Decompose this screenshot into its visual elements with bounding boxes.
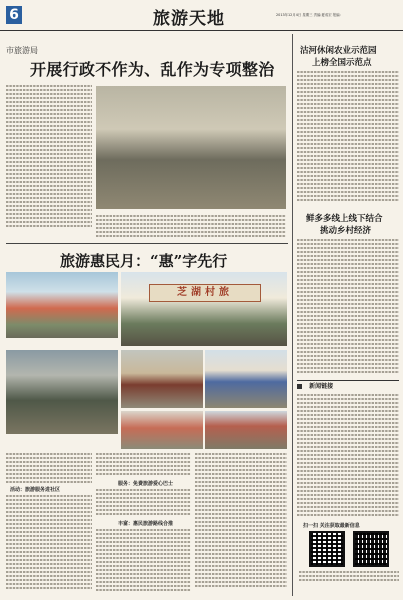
article1-photo xyxy=(96,86,286,209)
sidebar-story2-title1: 鲜多多线上线下结合 xyxy=(306,214,383,224)
sidebar-story1-title2: 上榜全国示范点 xyxy=(312,58,372,68)
qr-captions-small xyxy=(299,570,399,586)
article2-photo2 xyxy=(6,350,118,434)
article2-sub1: 活动：旅游服务进社区 xyxy=(10,487,61,493)
article2-photo-banner xyxy=(121,272,287,346)
article2-sub2: 服务：免费旅游爱心巴士 xyxy=(118,481,174,487)
article2-photo3 xyxy=(121,350,203,408)
sidebar-story2-title2: 挑动乡村经济 xyxy=(320,226,372,236)
article2-body-col3 xyxy=(195,452,287,592)
divider xyxy=(6,243,288,244)
qr-code-left[interactable] xyxy=(309,531,345,567)
article2-body-col2c xyxy=(96,528,191,592)
qr-caption: 扫一扫 关注获取最新信息 xyxy=(303,523,360,529)
article1-headline: 开展行政不作为、乱作为专项整治 xyxy=(30,60,275,79)
banner-sign: 芝湖村旅 xyxy=(149,284,261,302)
article2-photo5 xyxy=(121,411,203,449)
header-meta: 2013年12月4日 星期三 责编:夏成宏 报编: xyxy=(276,13,341,17)
page-number-badge: 6 xyxy=(6,6,22,24)
header-bar xyxy=(0,0,403,31)
sidebar-story2-body xyxy=(297,238,399,376)
sidebar-story1-body xyxy=(297,70,399,204)
article2-photo1 xyxy=(6,272,118,338)
news-box-title: 新闻链接 xyxy=(309,383,334,390)
article1-kicker: 市旅游局 xyxy=(6,46,38,55)
article2-headline: 旅游惠民月：“惠”字先行 xyxy=(60,252,228,270)
news-box-body xyxy=(297,393,399,519)
article2-photo4 xyxy=(205,350,287,408)
sidebar-story1-title1: 沽河休闲农业示范园 xyxy=(300,46,377,56)
sidebar-divider xyxy=(292,34,293,596)
article2-photo6 xyxy=(205,411,287,449)
news-box-header xyxy=(297,380,399,391)
article1-body-below-photo xyxy=(96,214,286,240)
news-box-marker xyxy=(297,384,302,389)
article2-body-col2b xyxy=(96,488,191,518)
article2-sub3: 丰富：惠民旅游路线合推 xyxy=(118,521,174,527)
section-title: 旅游天地 xyxy=(153,9,225,29)
article2-body-col1b xyxy=(6,494,92,594)
article1-body-col1 xyxy=(6,84,92,234)
qr-code-right[interactable] xyxy=(353,531,389,567)
